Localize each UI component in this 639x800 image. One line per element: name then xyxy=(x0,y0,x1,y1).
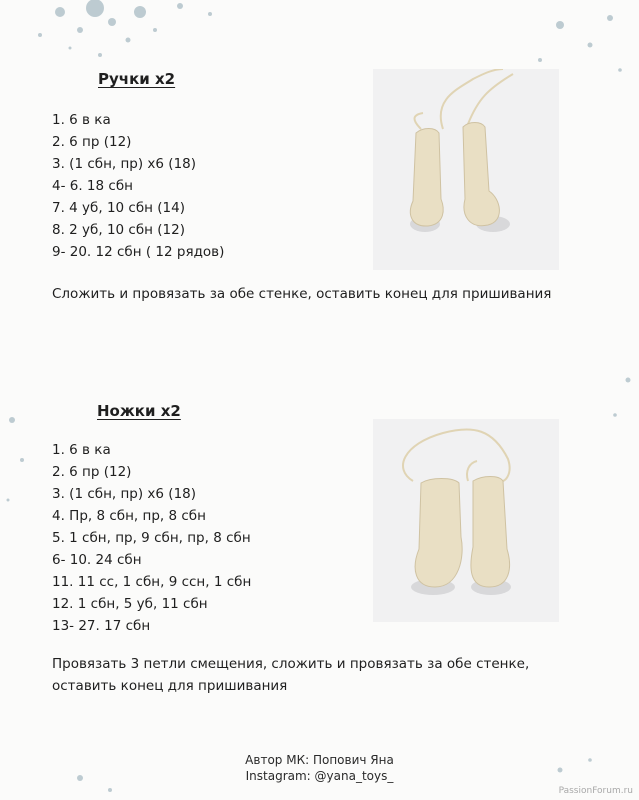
instagram-handle: Instagram: @yana_toys_ xyxy=(245,769,394,783)
list-item: 2. 6 пр (12) xyxy=(52,134,132,150)
legs-note-line2: оставить конец для пришивания xyxy=(52,678,288,694)
list-item: 3. (1 сбн, пр) х6 (18) xyxy=(52,156,197,172)
crocheted-legs-image xyxy=(373,419,559,622)
arms-steps-list xyxy=(52,109,224,263)
list-item: 11. 11 сс, 1 сбн, 9 ссн, 1 сбн xyxy=(52,574,252,590)
author-credit: Автор МК: Попович Яна xyxy=(245,753,394,767)
footer xyxy=(0,752,639,784)
arms-photo xyxy=(373,69,559,270)
list-item: 7. 4 уб, 10 сбн (14) xyxy=(52,200,185,216)
list-item: 8. 2 уб, 10 сбн (12) xyxy=(52,222,185,238)
legs-photo xyxy=(373,419,559,622)
crocheted-arms-image xyxy=(373,69,559,270)
list-item: 5. 1 сбн, пр, 9 сбн, пр, 8 сбн xyxy=(52,530,251,546)
list-item: 12. 1 сбн, 5 уб, 11 сбн xyxy=(52,596,208,612)
list-item: 4. Пр, 8 сбн, пр, 8 сбн xyxy=(52,508,206,524)
list-item: 2. 6 пр (12) xyxy=(52,464,132,480)
list-item: 1. 6 в ка xyxy=(52,112,111,128)
legs-title: Ножки х2 xyxy=(97,402,181,420)
list-item: 13- 27. 17 сбн xyxy=(52,618,151,634)
list-item: 9- 20. 12 сбн ( 12 рядов) xyxy=(52,244,225,260)
legs-steps-list xyxy=(52,439,251,637)
list-item: 4- 6. 18 сбн xyxy=(52,178,133,194)
site-watermark: PassionForum.ru xyxy=(558,786,633,796)
list-item: 6- 10. 24 сбн xyxy=(52,552,142,568)
list-item: 3. (1 сбн, пр) х6 (18) xyxy=(52,486,197,502)
legs-note-line1: Провязать 3 петли смещения, сложить и провязать за обе стенке, xyxy=(52,656,530,672)
arms-title: Ручки х2 xyxy=(98,70,176,88)
list-item: 1. 6 в ка xyxy=(52,442,111,458)
arms-note: Сложить и провязать за обе стенке, оставить конец для пришивания xyxy=(52,286,552,302)
